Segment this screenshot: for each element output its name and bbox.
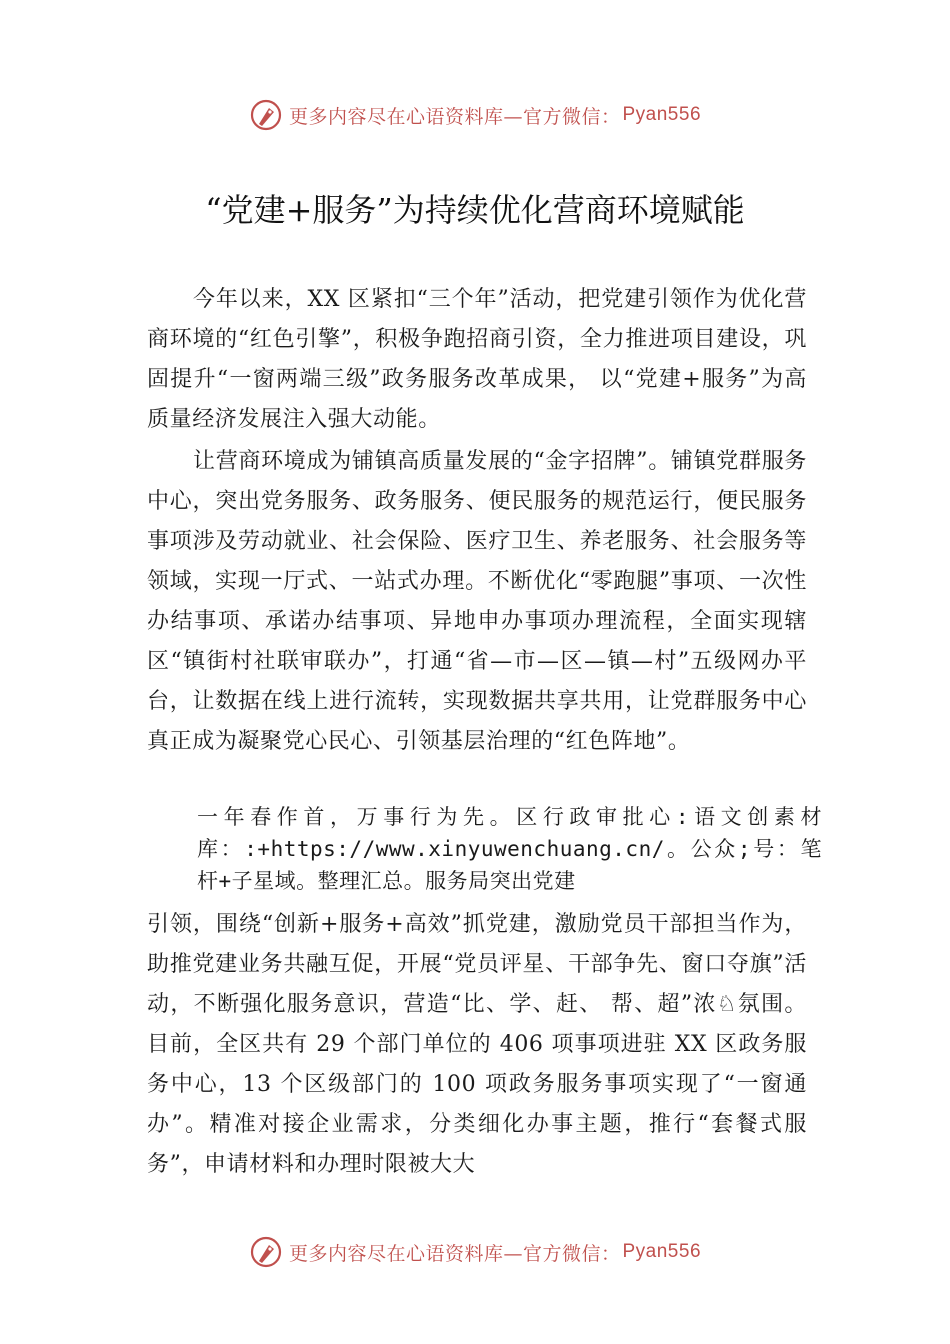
paragraph-4: 引领，围绕“创新+服务+高效”抓党建，激励党员干部担当作为，助推党建业务共融互促，开展“党员评星、干部争先、窗口夺旗”活动，不断强化服务意识，营造“比、学、赶、 帮、超”浓♘氛围。目前，全区共有 29 个部门单位的 406 项事项进驻 XX 区政务服务中心，13 个区级部门的 100 项政务服务事项实现了“一窗通办”。精准对接企业需求，分类细化办事主题，推行“套餐式服务”，申请材料和办理时限被大大 [147,912,807,1177]
paragraph-3: 一年春作首，万事行为先。区行政审批心:语文创素材库：:+https://www.xinyuwenchuang.cn/。公众;号：笔杆+子星域。整理汇总。服务局突出党建 [197,805,822,893]
header-banner [0,95,950,135]
banner-text: 更多内容尽在心语资料库—官方微信： [288,105,621,128]
banner-wechat-id: Pyan556 [622,1241,702,1262]
pen-nib-logo-icon [249,1235,283,1269]
banner-wechat-id: Pyan556 [622,104,702,125]
pen-nib-logo-icon [249,98,283,132]
footer-banner [0,1232,950,1272]
document-title: “党建+服务”为持续优化营商环境赋能 [205,191,745,229]
banner-text: 更多内容尽在心语资料库—官方微信： [288,1242,621,1265]
paragraph-2: 让营商环境成为铺镇高质量发展的“金字招牌”。铺镇党群服务中心，突出党务服务、政务服务、便民服务的规范运行，便民服务事项涉及劳动就业、社会保险、医疗卫生、养老服务、社会服务等领域，实现一厅式、一站式办理。不断优化“零跑腿”事项、一次性办结事项、承诺办结事项、异地申办事项办理流程，全面实现辖区“镇街村社联审联办”，打通“省—市—区—镇—村”五级网办平台，让数据在线上进行流转，实现数据共享共用，让党群服务中心真正成为凝聚党心民心、引领基层治理的“红色阵地”。 [147,449,807,754]
paragraph-1: 今年以来，XX 区紧扣“三个年”活动，把党建引领作为优化营商环境的“红色引擎”，积极争跑招商引资，全力推进项目建设，巩固提升“一窗两端三级”政务服务改革成果， 以“党建+服务”为高质量经济发展注入强大动能。 [147,287,807,432]
